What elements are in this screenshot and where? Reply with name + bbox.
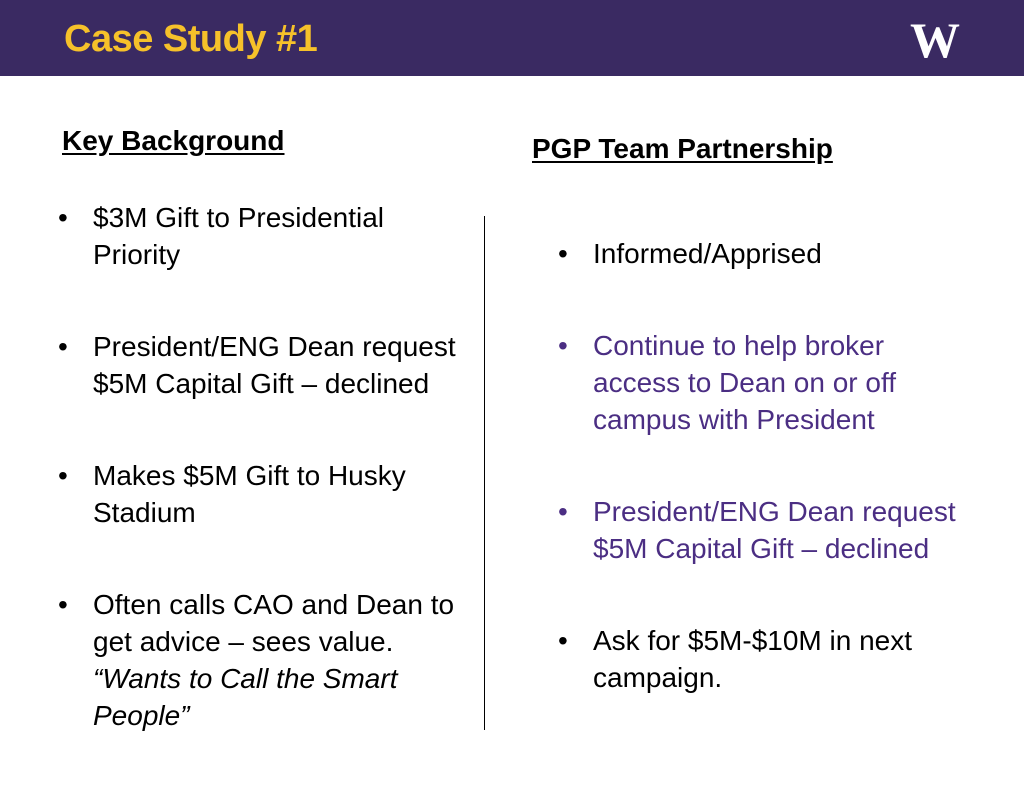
slide-title: Case Study #1 bbox=[64, 18, 318, 60]
pgp-team-partnership-heading: PGP Team Partnership bbox=[532, 133, 833, 164]
list-item-text: Often calls CAO and Dean to get advice – sees value. bbox=[93, 589, 455, 657]
list-item: • $3M Gift to Presidential Priority bbox=[58, 199, 458, 273]
list-item: • Makes $5M Gift to Husky Stadium bbox=[58, 457, 458, 531]
list-item-highlighted: • Continue to help broker access to Dean on or off campus with President bbox=[558, 327, 978, 438]
list-item bbox=[58, 586, 458, 734]
list-item-quote: “Wants to Call the Smart People” bbox=[93, 663, 398, 731]
key-background-heading: Key Background bbox=[62, 125, 285, 156]
column-divider bbox=[484, 216, 485, 730]
title-bar bbox=[0, 0, 1024, 76]
key-background-list bbox=[58, 199, 458, 789]
pgp-team-partnership-list bbox=[558, 235, 978, 751]
list-item: • President/ENG Dean request $5M Capital Gift – declined bbox=[58, 328, 458, 402]
list-item: • Ask for $5M-$10M in next campaign. bbox=[558, 622, 978, 696]
list-item: • Informed/Apprised bbox=[558, 235, 978, 272]
list-item-highlighted: • President/ENG Dean request $5M Capital Gift – declined bbox=[558, 493, 978, 567]
uw-w-logo bbox=[904, 18, 966, 60]
logo-letter: W bbox=[910, 18, 960, 60]
